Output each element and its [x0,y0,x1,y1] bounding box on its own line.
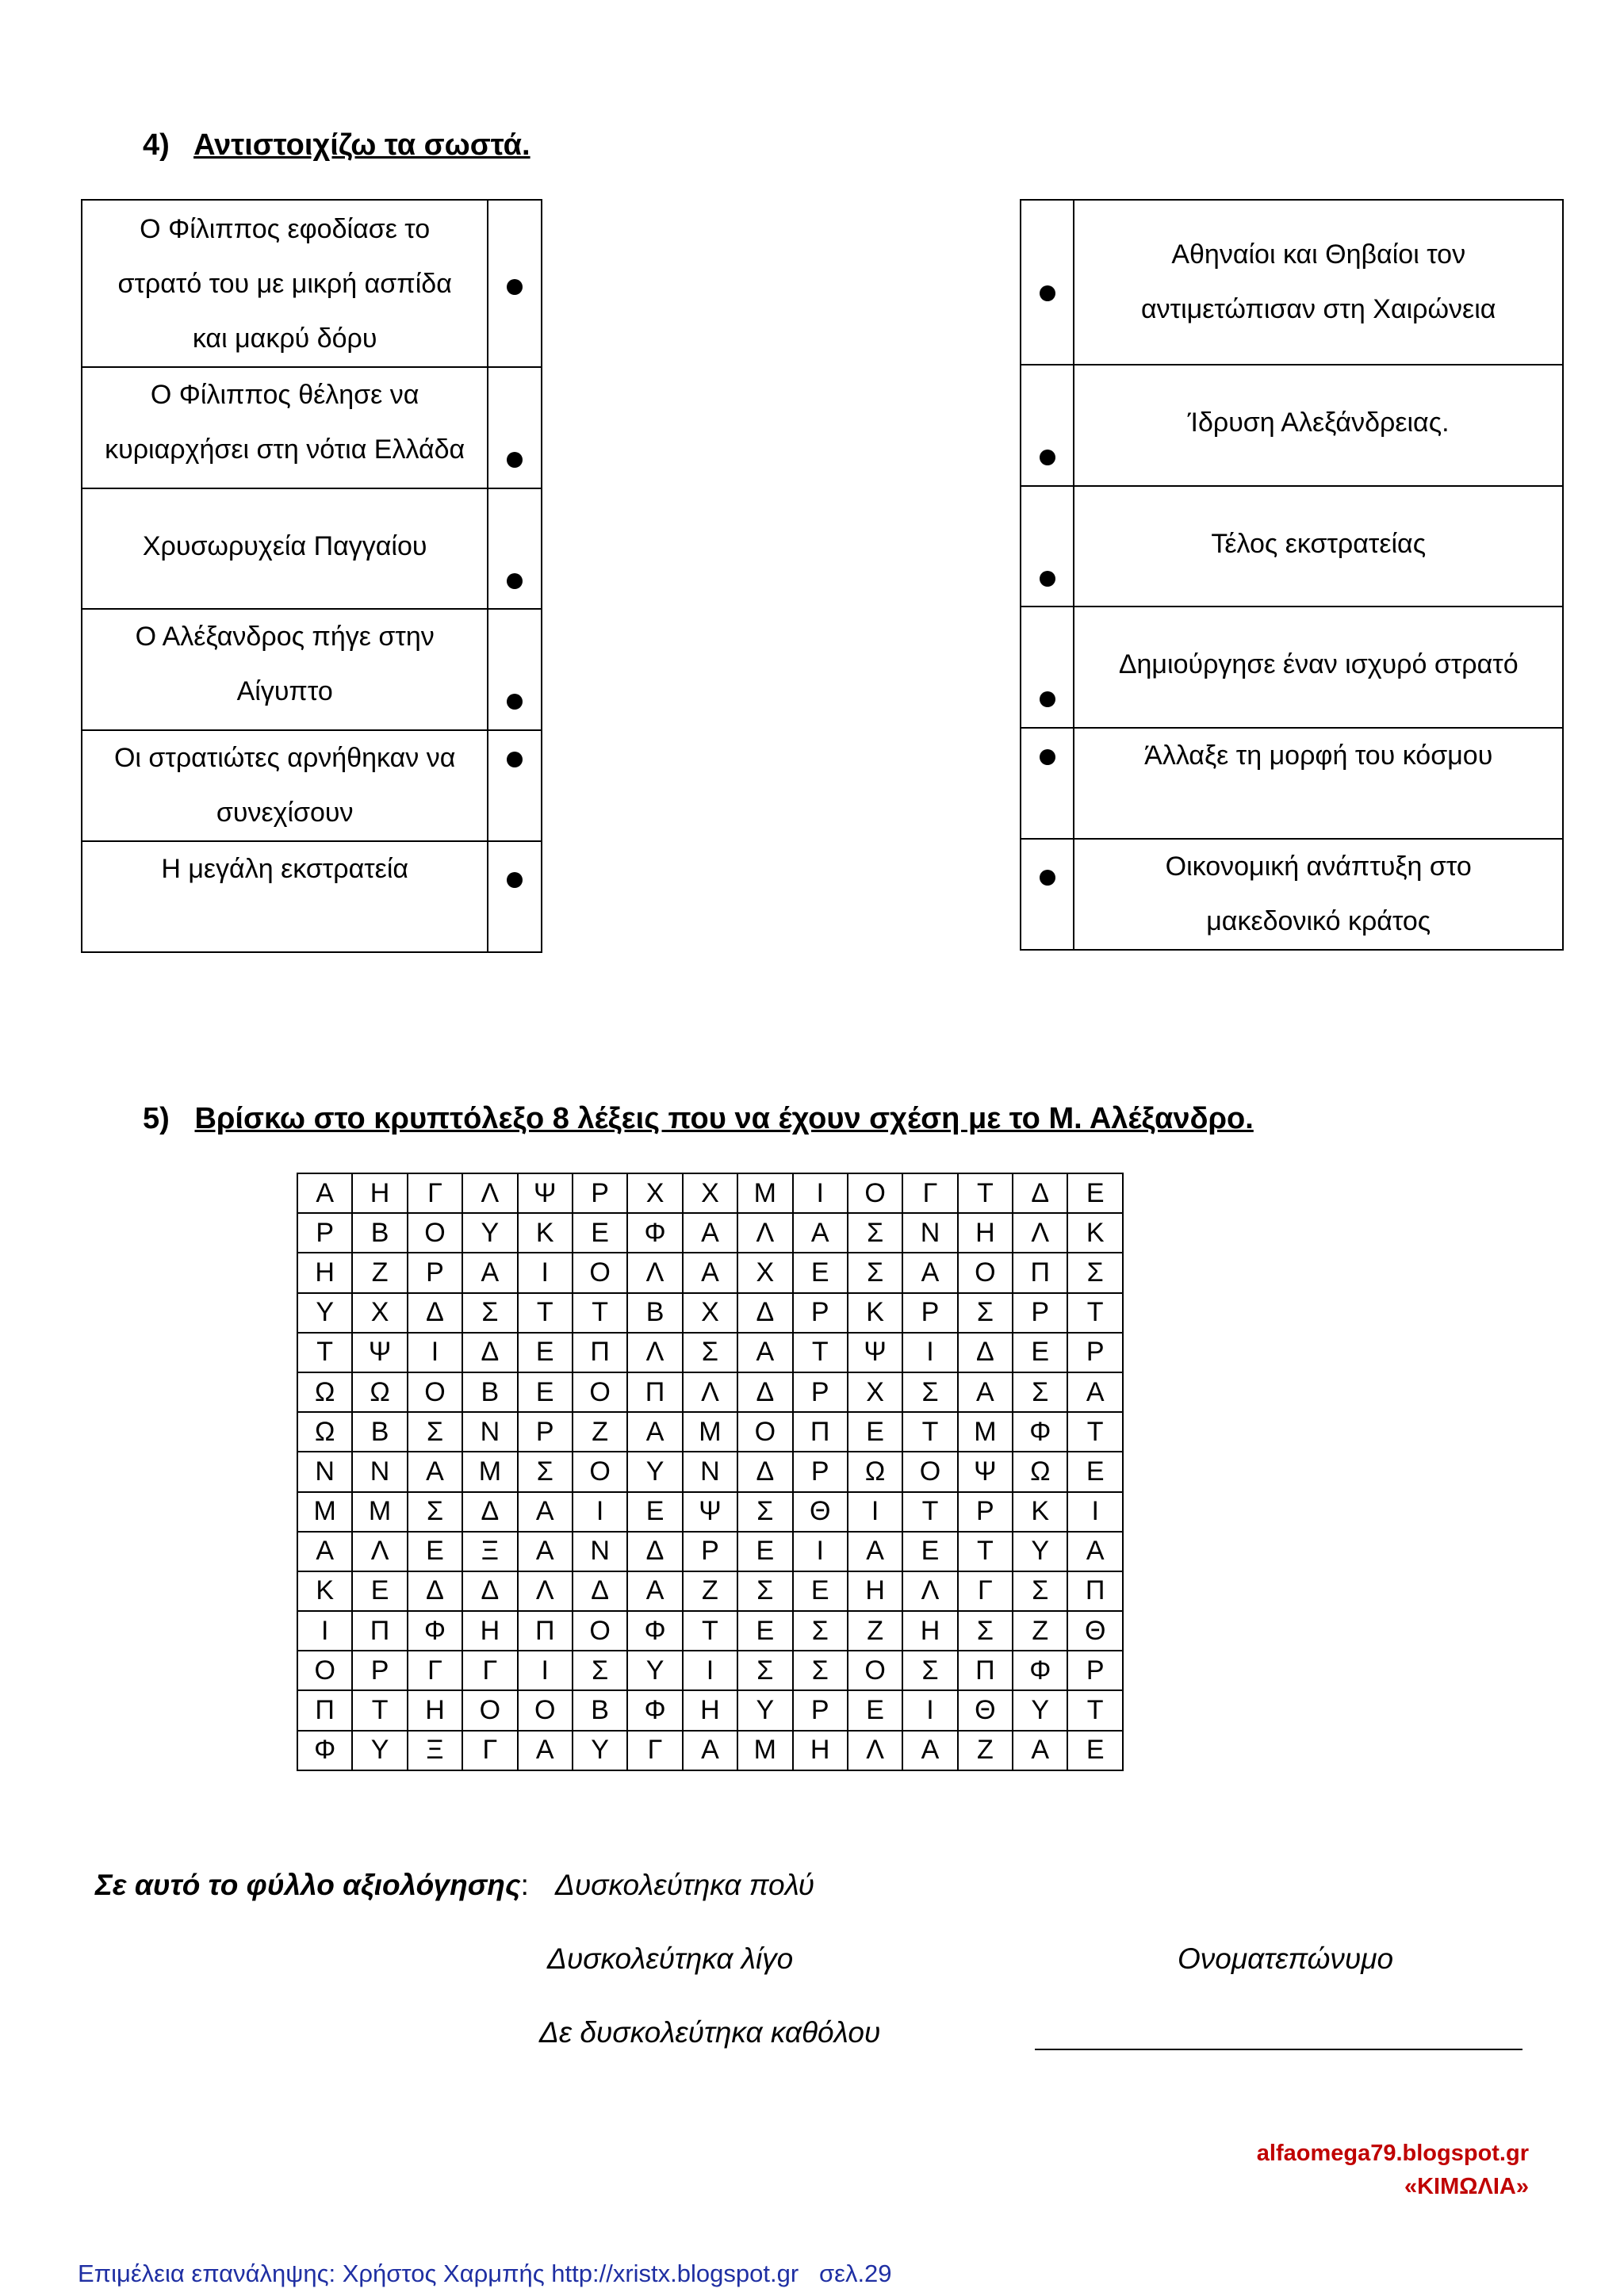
match-dot[interactable] [1040,571,1055,587]
grid-cell[interactable]: Λ [627,1333,682,1372]
grid-cell[interactable]: Φ [1013,1651,1067,1690]
grid-cell[interactable]: Υ [462,1213,517,1253]
grid-cell[interactable]: Λ [737,1213,792,1253]
grid-cell[interactable]: Ε [352,1571,407,1611]
grid-cell[interactable]: Ρ [958,1492,1013,1532]
grid-cell[interactable]: Η [902,1611,957,1651]
grid-row [297,1492,1123,1532]
grid-cell[interactable]: Ζ [1013,1611,1067,1651]
grid-cell[interactable]: Ε [1067,1452,1122,1491]
grid-cell[interactable]: Φ [1013,1412,1067,1452]
grid-cell[interactable]: Μ [462,1452,517,1491]
grid-cell[interactable]: Α [408,1452,462,1491]
grid-cell[interactable]: Υ [352,1731,407,1770]
word-search-grid [297,1173,1124,1771]
grid-cell[interactable]: Ε [793,1571,848,1611]
grid-cell[interactable]: Ω [297,1412,352,1452]
match-dot[interactable] [1040,749,1055,765]
grid-cell[interactable]: Α [1013,1731,1067,1770]
right-dot-cell-2[interactable] [1021,365,1074,486]
grid-cell[interactable]: Χ [737,1253,792,1292]
grid-cell[interactable]: Ο [902,1452,957,1491]
grid-cell[interactable]: Ω [297,1372,352,1412]
grid-cell[interactable]: Σ [902,1372,957,1412]
grid-cell[interactable]: Σ [1013,1372,1067,1412]
grid-cell[interactable]: Α [902,1731,957,1770]
left-dot-cell-5[interactable] [488,730,542,841]
grid-cell[interactable]: Χ [848,1372,902,1412]
grid-cell[interactable]: Ι [683,1651,737,1690]
grid-cell[interactable]: Ε [408,1532,462,1571]
grid-cell[interactable]: Μ [352,1492,407,1532]
grid-cell[interactable]: Ρ [408,1253,462,1292]
grid-cell[interactable]: Ι [793,1173,848,1213]
left-dot-cell-1[interactable] [488,200,542,367]
left-dot-cell-3[interactable] [488,488,542,609]
grid-cell[interactable]: Λ [683,1372,737,1412]
right-item-1: Αθηναίοι και Θηβαίοι τον αντιμετώπισαν στη Χαιρώνεια [1074,200,1563,365]
grid-cell[interactable]: Λ [902,1571,957,1611]
grid-cell[interactable]: Δ [462,1333,517,1372]
grid-cell[interactable]: Β [352,1213,407,1253]
grid-cell[interactable]: Φ [297,1731,352,1770]
grid-cell[interactable]: Α [793,1213,848,1253]
left-item-3: Χρυσωρυχεία Παγγαίου [82,488,488,609]
grid-cell[interactable]: Τ [958,1532,1013,1571]
match-dot[interactable] [507,872,523,888]
grid-cell[interactable]: Ο [573,1372,627,1412]
grid-cell[interactable]: Ρ [518,1412,573,1452]
grid-cell[interactable]: Θ [958,1690,1013,1730]
grid-cell[interactable]: Π [518,1611,573,1651]
grid-cell[interactable]: Δ [737,1372,792,1412]
grid-cell[interactable]: Ε [902,1532,957,1571]
grid-cell[interactable]: Λ [518,1571,573,1611]
grid-cell[interactable]: Ζ [352,1253,407,1292]
match-dot[interactable] [507,279,523,295]
grid-cell[interactable]: Ι [573,1492,627,1532]
grid-cell[interactable]: Ο [848,1651,902,1690]
grid-cell[interactable]: Λ [848,1731,902,1770]
grid-cell[interactable]: Ε [737,1532,792,1571]
grid-cell[interactable]: Δ [737,1293,792,1333]
grid-cell[interactable]: Ρ [793,1372,848,1412]
grid-cell[interactable]: Τ [958,1173,1013,1213]
grid-cell[interactable]: Σ [958,1611,1013,1651]
grid-cell[interactable]: Ε [573,1213,627,1253]
grid-cell[interactable]: Φ [627,1213,682,1253]
option-not-difficult[interactable]: Δε δυσκολεύτηκα καθόλου [539,2016,881,2049]
grid-cell[interactable]: Γ [627,1731,682,1770]
grid-cell[interactable]: Τ [902,1492,957,1532]
evaluation-label: Σε αυτό το φύλλο αξιολόγησης [95,1869,521,1901]
grid-cell[interactable]: Ο [737,1412,792,1452]
grid-cell[interactable]: Χ [683,1293,737,1333]
match-dot[interactable] [1040,285,1055,301]
grid-cell[interactable]: Θ [793,1492,848,1532]
grid-cell[interactable]: Ν [352,1452,407,1491]
grid-cell[interactable]: Ε [518,1372,573,1412]
grid-cell[interactable]: Λ [352,1532,407,1571]
grid-cell[interactable]: Ο [573,1253,627,1292]
grid-cell[interactable]: Ι [297,1611,352,1651]
grid-cell[interactable]: Π [958,1651,1013,1690]
grid-cell[interactable]: Τ [352,1690,407,1730]
grid-cell[interactable]: Ρ [793,1690,848,1730]
grid-cell[interactable]: Ν [297,1452,352,1491]
grid-cell[interactable]: Υ [297,1293,352,1333]
left-item-4: Ο Αλέξανδρος πήγε στην Αίγυπτο [82,609,488,730]
left-dot-cell-4[interactable] [488,609,542,730]
grid-cell[interactable]: Ρ [902,1293,957,1333]
grid-cell[interactable]: Δ [627,1532,682,1571]
grid-cell[interactable]: Ζ [683,1571,737,1611]
grid-row [297,1651,1123,1690]
grid-cell[interactable]: Γ [408,1173,462,1213]
grid-cell[interactable]: Π [573,1333,627,1372]
grid-row [297,1611,1123,1651]
grid-cell[interactable]: Χ [352,1293,407,1333]
grid-cell[interactable]: Ο [408,1213,462,1253]
grid-row [297,1452,1123,1491]
grid-cell[interactable]: Σ [573,1651,627,1690]
grid-cell[interactable]: Β [352,1412,407,1452]
grid-cell[interactable]: Υ [627,1651,682,1690]
grid-cell[interactable]: Σ [737,1492,792,1532]
grid-cell[interactable]: Λ [1013,1213,1067,1253]
match-dot[interactable] [1040,870,1055,886]
grid-cell[interactable]: Κ [1067,1213,1122,1253]
grid-cell[interactable]: Ω [1013,1452,1067,1491]
grid-cell[interactable]: Λ [462,1173,517,1213]
section-4-number: 4) [143,128,170,162]
grid-cell[interactable]: Δ [462,1571,517,1611]
right-dot-cell-3[interactable] [1021,486,1074,607]
grid-cell[interactable]: Τ [573,1293,627,1333]
grid-cell[interactable]: Ε [793,1253,848,1292]
grid-cell[interactable]: Υ [737,1690,792,1730]
grid-cell[interactable]: Π [297,1690,352,1730]
grid-cell[interactable]: Ζ [958,1731,1013,1770]
name-signature-line[interactable] [1035,2049,1522,2050]
page-footer: Επιμέλεια επανάληψης: Χρήστος Χαρμπής http://xristx.blogspot.gr σελ.29 [78,2260,892,2287]
grid-cell[interactable]: Α [958,1372,1013,1412]
grid-cell[interactable]: Γ [408,1651,462,1690]
right-item-6: Οικονομική ανάπτυξη στο μακεδονικό κράτος [1074,839,1563,950]
grid-cell[interactable]: Ε [737,1611,792,1651]
grid-cell[interactable]: Τ [793,1333,848,1372]
grid-cell[interactable]: Γ [902,1173,957,1213]
grid-cell[interactable]: Σ [683,1333,737,1372]
grid-cell[interactable]: Σ [408,1492,462,1532]
grid-cell[interactable]: Α [902,1253,957,1292]
grid-cell[interactable]: Β [462,1372,517,1412]
grid-cell[interactable]: Τ [297,1333,352,1372]
grid-cell[interactable]: Α [683,1213,737,1253]
grid-cell[interactable]: Θ [1067,1611,1122,1651]
grid-cell[interactable]: Ν [573,1532,627,1571]
left-dot-cell-6[interactable] [488,841,542,952]
grid-cell[interactable]: Π [793,1412,848,1452]
grid-cell[interactable]: Ρ [683,1532,737,1571]
grid-cell[interactable]: Α [462,1253,517,1292]
grid-cell[interactable]: Κ [297,1571,352,1611]
grid-cell[interactable]: Τ [1067,1690,1122,1730]
grid-cell[interactable]: Ο [958,1253,1013,1292]
grid-cell[interactable]: Β [627,1293,682,1333]
grid-cell[interactable]: Ρ [793,1452,848,1491]
grid-cell[interactable]: Μ [297,1492,352,1532]
grid-cell[interactable]: Μ [737,1731,792,1770]
grid-cell[interactable]: Α [518,1492,573,1532]
grid-cell[interactable]: Ι [902,1333,957,1372]
match-dot[interactable] [507,573,523,589]
grid-cell[interactable]: Σ [848,1213,902,1253]
left-item-5: Οι στρατιώτες αρνήθηκαν να συνεχίσουν [82,730,488,841]
grid-cell[interactable]: Ψ [848,1333,902,1372]
grid-cell[interactable]: Α [297,1173,352,1213]
grid-cell[interactable]: Η [848,1571,902,1611]
section-4-title: Αντιστοιχίζω τα σωστά. [193,128,530,162]
grid-cell[interactable]: Ρ [1013,1293,1067,1333]
grid-cell[interactable]: Ρ [1067,1333,1122,1372]
evaluation-colon: : [520,1869,529,1901]
grid-cell[interactable]: Α [1067,1532,1122,1571]
grid-row [297,1213,1123,1253]
grid-cell[interactable]: Α [627,1412,682,1452]
grid-cell[interactable]: Ε [1067,1731,1122,1770]
grid-cell[interactable]: Τ [1067,1293,1122,1333]
grid-cell[interactable]: Ο [297,1651,352,1690]
grid-row [297,1412,1123,1452]
grid-row [297,1731,1123,1770]
grid-cell[interactable]: Ι [793,1532,848,1571]
grid-cell[interactable]: Γ [958,1571,1013,1611]
grid-cell[interactable]: Γ [462,1651,517,1690]
grid-cell[interactable]: Τ [1067,1412,1122,1452]
match-dot[interactable] [1040,450,1055,465]
grid-cell[interactable]: Ρ [573,1173,627,1213]
grid-cell[interactable]: Ι [1067,1492,1122,1532]
grid-cell[interactable]: Δ [737,1452,792,1491]
grid-cell[interactable]: Ε [848,1690,902,1730]
right-item-4: Δημιούργησε έναν ισχυρό στρατό [1074,607,1563,728]
grid-cell[interactable]: Ε [1013,1333,1067,1372]
grid-cell[interactable]: Σ [1067,1253,1122,1292]
grid-cell[interactable]: Ι [902,1690,957,1730]
grid-cell[interactable]: Ε [1067,1173,1122,1213]
grid-cell[interactable]: Π [352,1611,407,1651]
grid-cell[interactable]: Α [518,1731,573,1770]
name-label: Ονοματεπώνυμο [1178,1942,1394,1975]
grid-cell[interactable]: Μ [683,1412,737,1452]
grid-cell[interactable]: Α [1067,1372,1122,1412]
grid-cell[interactable]: Ψ [683,1492,737,1532]
grid-cell[interactable]: Σ [1013,1571,1067,1611]
grid-cell[interactable]: Μ [737,1173,792,1213]
grid-cell[interactable]: Η [462,1611,517,1651]
grid-cell[interactable]: Δ [958,1333,1013,1372]
grid-cell[interactable]: Ι [518,1253,573,1292]
grid-cell[interactable]: Η [958,1213,1013,1253]
grid-cell[interactable]: Ι [848,1492,902,1532]
match-dot[interactable] [507,752,523,767]
grid-cell[interactable]: Ω [848,1452,902,1491]
grid-cell[interactable]: Φ [627,1690,682,1730]
grid-cell[interactable]: Υ [627,1452,682,1491]
brand-credit: «ΚΙΜΩΛΙΑ» [1404,2174,1529,2199]
right-dot-cell-6[interactable] [1021,839,1074,950]
grid-cell[interactable]: Π [627,1372,682,1412]
grid-cell[interactable]: Κ [1013,1492,1067,1532]
grid-cell[interactable]: Ι [408,1333,462,1372]
grid-cell[interactable]: Ν [683,1452,737,1491]
grid-cell[interactable]: Η [352,1173,407,1213]
match-dot[interactable] [1040,691,1055,707]
grid-cell[interactable]: Τ [518,1293,573,1333]
grid-cell[interactable]: Γ [462,1731,517,1770]
grid-cell[interactable]: Σ [518,1452,573,1491]
site-credit[interactable]: alfaomega79.blogspot.gr [1256,2141,1529,2166]
grid-cell[interactable]: Α [683,1253,737,1292]
grid-cell[interactable]: Ψ [352,1333,407,1372]
grid-cell[interactable]: Ρ [793,1293,848,1333]
grid-cell[interactable]: Υ [573,1731,627,1770]
grid-cell[interactable]: Ο [848,1173,902,1213]
grid-cell[interactable]: Φ [408,1611,462,1651]
right-dot-cell-1[interactable] [1021,200,1074,365]
grid-cell[interactable]: Π [1013,1253,1067,1292]
grid-cell[interactable]: Λ [627,1253,682,1292]
grid-cell[interactable]: Δ [408,1293,462,1333]
grid-cell[interactable]: Ψ [518,1173,573,1213]
left-dot-cell-2[interactable] [488,367,542,488]
grid-cell[interactable]: Ρ [1067,1651,1122,1690]
right-item-2: Ίδρυση Αλεξάνδρειας. [1074,365,1563,486]
match-dot[interactable] [507,694,523,710]
right-item-3: Τέλος εκστρατείας [1074,486,1563,607]
evaluation-label-row [95,1869,529,1902]
section-4-heading [143,128,530,163]
left-item-2: Ο Φίλιππος θέλησε να κυριαρχήσει στη νότια Ελλάδα [82,367,488,488]
right-matching-table [1020,199,1564,951]
grid-cell[interactable]: Ξ [462,1532,517,1571]
left-item-6: Η μεγάλη εκστρατεία [82,841,488,952]
grid-cell[interactable]: Ν [902,1213,957,1253]
section-5-number: 5) [143,1102,170,1135]
right-item-5: Άλλαξε τη μορφή του κόσμου [1074,728,1563,839]
grid-cell[interactable]: Ζ [848,1611,902,1651]
grid-cell[interactable]: Β [573,1690,627,1730]
option-little-difficult[interactable]: Δυσκολεύτηκα λίγο [547,1942,794,1975]
grid-cell[interactable]: Ο [462,1690,517,1730]
grid-cell[interactable]: Κ [848,1293,902,1333]
match-dot[interactable] [507,452,523,468]
grid-row [297,1173,1123,1213]
grid-cell[interactable]: Τ [683,1611,737,1651]
grid-row [297,1690,1123,1730]
grid-cell[interactable]: Δ [573,1571,627,1611]
option-very-difficult[interactable]: Δυσκολεύτηκα πολύ [555,1869,814,1901]
grid-row [297,1532,1123,1571]
grid-cell[interactable]: Π [1067,1571,1122,1611]
grid-row [297,1372,1123,1412]
grid-cell[interactable]: Ω [352,1372,407,1412]
grid-cell[interactable]: Η [683,1690,737,1730]
grid-cell[interactable]: Ε [627,1492,682,1532]
grid-cell[interactable]: Δ [462,1492,517,1532]
grid-cell[interactable]: Σ [737,1571,792,1611]
grid-row [297,1253,1123,1292]
grid-cell[interactable]: Ε [848,1412,902,1452]
grid-cell[interactable]: Κ [518,1213,573,1253]
grid-cell[interactable]: Σ [462,1293,517,1333]
right-dot-cell-4[interactable] [1021,607,1074,728]
grid-cell[interactable]: Σ [848,1253,902,1292]
grid-cell[interactable]: Α [297,1532,352,1571]
grid-cell[interactable]: Σ [408,1412,462,1452]
right-dot-cell-5[interactable] [1021,728,1074,839]
grid-cell[interactable]: Μ [958,1412,1013,1452]
section-5-heading [143,1102,1254,1136]
grid-cell[interactable]: Σ [793,1611,848,1651]
grid-cell[interactable]: Χ [627,1173,682,1213]
grid-cell[interactable]: Σ [958,1293,1013,1333]
grid-cell[interactable]: Ρ [352,1651,407,1690]
grid-cell[interactable]: Η [408,1690,462,1730]
grid-row [297,1333,1123,1372]
grid-cell[interactable]: Ο [518,1690,573,1730]
section-5-title: Βρίσκω στο κρυπτόλεξο 8 λέξεις που να έχουν σχέση με το Μ. Αλέξανδρο. [194,1102,1254,1135]
grid-cell[interactable]: Δ [408,1571,462,1611]
grid-cell[interactable]: Σ [902,1651,957,1690]
left-matching-table [81,199,542,953]
grid-cell[interactable]: Ρ [297,1213,352,1253]
grid-cell[interactable]: Υ [1013,1690,1067,1730]
grid-cell[interactable]: Η [793,1731,848,1770]
grid-cell[interactable]: Ο [573,1452,627,1491]
grid-cell[interactable]: Ξ [408,1731,462,1770]
grid-cell[interactable]: Τ [902,1412,957,1452]
grid-cell[interactable]: Σ [793,1651,848,1690]
grid-cell[interactable]: Ε [518,1333,573,1372]
grid-cell[interactable]: Ο [573,1611,627,1651]
grid-cell[interactable]: Δ [1013,1173,1067,1213]
left-item-1: Ο Φίλιππος εφοδίασε το στρατό του με μικρή ασπίδα και μακρύ δόρυ [82,200,488,367]
grid-cell[interactable]: Ο [408,1372,462,1412]
grid-cell[interactable]: Α [848,1532,902,1571]
grid-cell[interactable]: Σ [737,1651,792,1690]
grid-cell[interactable]: Ν [462,1412,517,1452]
grid-row [297,1293,1123,1333]
grid-cell[interactable]: Α [683,1731,737,1770]
grid-cell[interactable]: Α [518,1532,573,1571]
grid-cell[interactable]: Ι [518,1651,573,1690]
grid-cell[interactable]: Α [627,1571,682,1611]
grid-cell[interactable]: Η [297,1253,352,1292]
grid-cell[interactable]: Ζ [573,1412,627,1452]
grid-cell[interactable]: Υ [1013,1532,1067,1571]
grid-cell[interactable]: Φ [627,1611,682,1651]
grid-cell[interactable]: Α [737,1333,792,1372]
grid-cell[interactable]: Ψ [958,1452,1013,1491]
grid-row [297,1571,1123,1611]
grid-cell[interactable]: Χ [683,1173,737,1213]
